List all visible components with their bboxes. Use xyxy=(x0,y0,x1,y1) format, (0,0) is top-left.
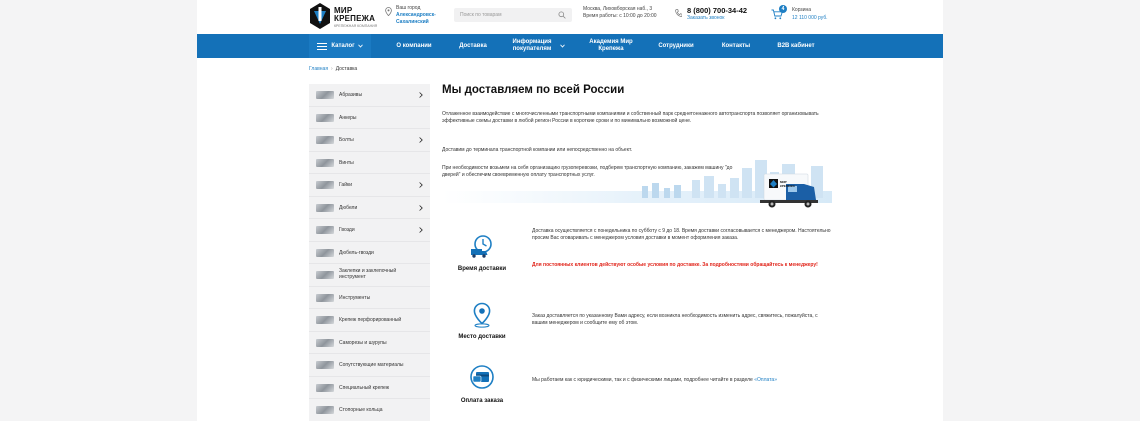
sidebar-item-label: Заклепки и заклепочный инструмент xyxy=(339,268,397,280)
logo-icon xyxy=(310,3,330,29)
sidebar-item-perforated[interactable] xyxy=(309,309,430,332)
category-thumbnail xyxy=(316,339,334,347)
chevron-right-icon xyxy=(419,205,423,211)
sidebar-item-label: Болты xyxy=(339,137,354,143)
nav-b2b[interactable] xyxy=(771,34,821,58)
sidebar-item-retaining-rings[interactable] xyxy=(309,399,430,421)
category-thumbnail xyxy=(316,136,334,144)
work-hours: Время работы: с 10:00 до 20:00 xyxy=(583,13,657,19)
sidebar-item-dowels[interactable] xyxy=(309,197,430,220)
sidebar-item-abrasives[interactable] xyxy=(309,84,430,107)
nav-buyers-info[interactable] xyxy=(501,34,571,58)
sidebar-item-rivets[interactable] xyxy=(309,264,430,287)
feature-text-place: Заказ доставляется по указанному Вами адресу, если возникла необходимость изменить адрес, свяжитесь, пожалуйста, с вашим менеджером и сообщите ему об этом. xyxy=(532,313,818,327)
category-thumbnail xyxy=(316,294,334,302)
chevron-right-icon xyxy=(419,227,423,233)
nav-catalog[interactable] xyxy=(309,34,371,58)
main-nav xyxy=(197,34,943,58)
chevron-down-icon xyxy=(358,44,363,48)
sidebar-item-screws[interactable] xyxy=(309,152,430,175)
chevron-right-icon xyxy=(419,182,423,188)
category-thumbnail xyxy=(316,316,334,324)
category-thumbnail xyxy=(316,249,334,257)
address-line: Москва, Лиховборская наб., 3 xyxy=(583,6,653,12)
callback-link[interactable]: Заказать звонок xyxy=(687,15,725,21)
nav-about-label: О компании xyxy=(396,42,432,49)
category-thumbnail xyxy=(316,271,334,279)
payment-icon xyxy=(469,364,495,390)
sidebar-item-self-tapping[interactable] xyxy=(309,332,430,355)
category-thumbnail xyxy=(316,91,334,99)
svg-text:МИР: МИР xyxy=(780,180,787,184)
menu-icon xyxy=(317,43,327,50)
sidebar-item-nuts[interactable] xyxy=(309,174,430,197)
logo-tagline: КРЕПЕЖНАЯ КОМПАНИЯ xyxy=(334,24,378,28)
feature-label-payment: Оплата заказа xyxy=(460,398,504,404)
sidebar-item-bolts[interactable] xyxy=(309,129,430,152)
nav-contacts[interactable] xyxy=(711,34,761,58)
sidebar-item-label: Дюбель-гвозди xyxy=(339,249,374,256)
sidebar-item-label: Инструменты xyxy=(339,294,371,301)
delivery-time-icon xyxy=(469,233,495,259)
delivery-truck-illustration xyxy=(442,156,832,214)
nav-delivery-label: Доставка xyxy=(459,42,487,49)
nav-staff[interactable] xyxy=(649,34,703,58)
nav-buyers-info-label: Информация покупателям xyxy=(512,39,552,52)
location-marker-icon xyxy=(469,302,495,328)
nav-academy[interactable] xyxy=(579,34,643,58)
sidebar-item-dowel-nails[interactable] xyxy=(309,242,430,265)
cart-label: Корзина xyxy=(792,7,812,13)
sidebar-item-label: Стопорные кольца xyxy=(339,407,383,413)
category-thumbnail xyxy=(316,114,334,122)
nav-contacts-label: Контакты xyxy=(721,42,751,49)
sidebar-item-label: Специальный крепеж xyxy=(339,384,390,391)
sidebar-item-label: Крепеж перфорированный xyxy=(339,317,402,323)
location-pin-icon xyxy=(385,7,392,16)
city-value[interactable]: Александровск-Сахалинский xyxy=(396,12,436,25)
payment-text: Мы работаем как с юридическими, так и с физическими лицами, подробнее читайте в разделе xyxy=(532,377,753,383)
sidebar-item-nails[interactable] xyxy=(309,219,430,242)
nav-catalog-label: Каталог xyxy=(331,42,355,49)
category-thumbnail xyxy=(316,181,334,189)
category-thumbnail xyxy=(316,204,334,212)
feature-text-time: Доставка осуществляется с понедельника по субботу с 9 до 18. Время доставки согласовывается с менеджером. Настоятельно просим Вас оговаривать с менеджером условия доставки в момент оформления заказа. xyxy=(532,228,831,242)
catalog-sidebar xyxy=(309,84,430,421)
category-thumbnail xyxy=(316,406,334,414)
logo[interactable] xyxy=(310,3,378,31)
breadcrumb-home[interactable]: Главная xyxy=(309,66,329,72)
nav-staff-label: Сотрудники xyxy=(658,42,694,49)
sidebar-item-label: Винты xyxy=(339,159,354,166)
search-icon[interactable] xyxy=(558,11,566,19)
transport-paragraph: При необходимости возьмем на себя организацию грузоперевозки, подберем транспортную компанию, закажем машину "до дверей" и обеспечим своевременную оплату транспортных услуг. xyxy=(442,165,733,179)
feature-label-place: Место доставки xyxy=(458,334,506,340)
sidebar-item-label: Саморезы и шурупы xyxy=(339,339,387,346)
cart-sum: 12 110 000 руб. xyxy=(792,15,828,21)
breadcrumb-current: Доставка xyxy=(335,66,358,72)
nav-academy-label: Академия Мир Крепежа xyxy=(589,39,633,52)
category-thumbnail xyxy=(316,384,334,392)
feature-text-payment xyxy=(532,377,832,384)
sidebar-item-label: Сопутствующие материалы xyxy=(339,362,404,368)
chevron-right-icon xyxy=(419,92,423,98)
terminal-paragraph: Доставим до терминала транспортной компании или непосредственно на объект. xyxy=(442,147,633,153)
page-title: Мы доставляем по всей России xyxy=(442,84,625,96)
breadcrumb-separator: › xyxy=(331,66,333,72)
sidebar-item-label: Анкеры xyxy=(339,114,357,121)
sidebar-item-label: Дюбели xyxy=(339,204,358,211)
sidebar-item-tools[interactable] xyxy=(309,287,430,310)
category-thumbnail xyxy=(316,159,334,167)
payment-link[interactable]: «Оплата» xyxy=(754,377,777,383)
store-address xyxy=(583,6,657,20)
feature-label-time: Время доставки xyxy=(457,266,507,272)
svg-text:КРЕПЕЖА: КРЕПЕЖА xyxy=(780,184,795,188)
nav-about[interactable] xyxy=(383,34,445,58)
sidebar-item-special[interactable] xyxy=(309,377,430,400)
sidebar-item-related[interactable] xyxy=(309,354,430,377)
site-header xyxy=(197,0,943,34)
phone-number[interactable]: 8 (800) 700-34-42 xyxy=(687,6,748,15)
phone-icon xyxy=(675,9,682,17)
city-label: Ваш город xyxy=(396,5,421,11)
nav-b2b-label: B2B кабинет xyxy=(777,42,815,49)
intro-paragraph: Отлаженное взаимодействие с многочисленными транспортными компаниями и собственный парк среднетоннажного автотранспорта позволяет организовывать эффективные схемы доставки в любой регион России в короткие сроки и по минимально возможной цене. xyxy=(442,111,819,125)
nav-delivery[interactable] xyxy=(448,34,498,58)
chevron-down-icon xyxy=(560,44,565,48)
sidebar-item-label: Абразивы xyxy=(339,92,363,98)
logo-text-line1: МИР xyxy=(334,6,353,15)
cart-count-badge: 4 xyxy=(779,5,787,13)
sidebar-item-label: Гвозди xyxy=(339,227,355,233)
search-input[interactable] xyxy=(454,8,572,22)
search-placeholder: Поиск по товарам xyxy=(460,12,502,18)
category-thumbnail xyxy=(316,361,334,369)
chevron-right-icon xyxy=(419,137,423,143)
breadcrumb xyxy=(309,66,357,72)
sidebar-item-label: Гайки xyxy=(339,182,352,188)
regular-clients-notice: Для постоянных клиентов действуют особые условия по доставке. За подробностями обращайтесь к менеджеру! xyxy=(532,262,818,268)
sidebar-item-anchors[interactable] xyxy=(309,107,430,130)
category-thumbnail xyxy=(316,226,334,234)
logo-text-line2: КРЕПЕЖА xyxy=(334,14,376,23)
page xyxy=(197,0,943,421)
